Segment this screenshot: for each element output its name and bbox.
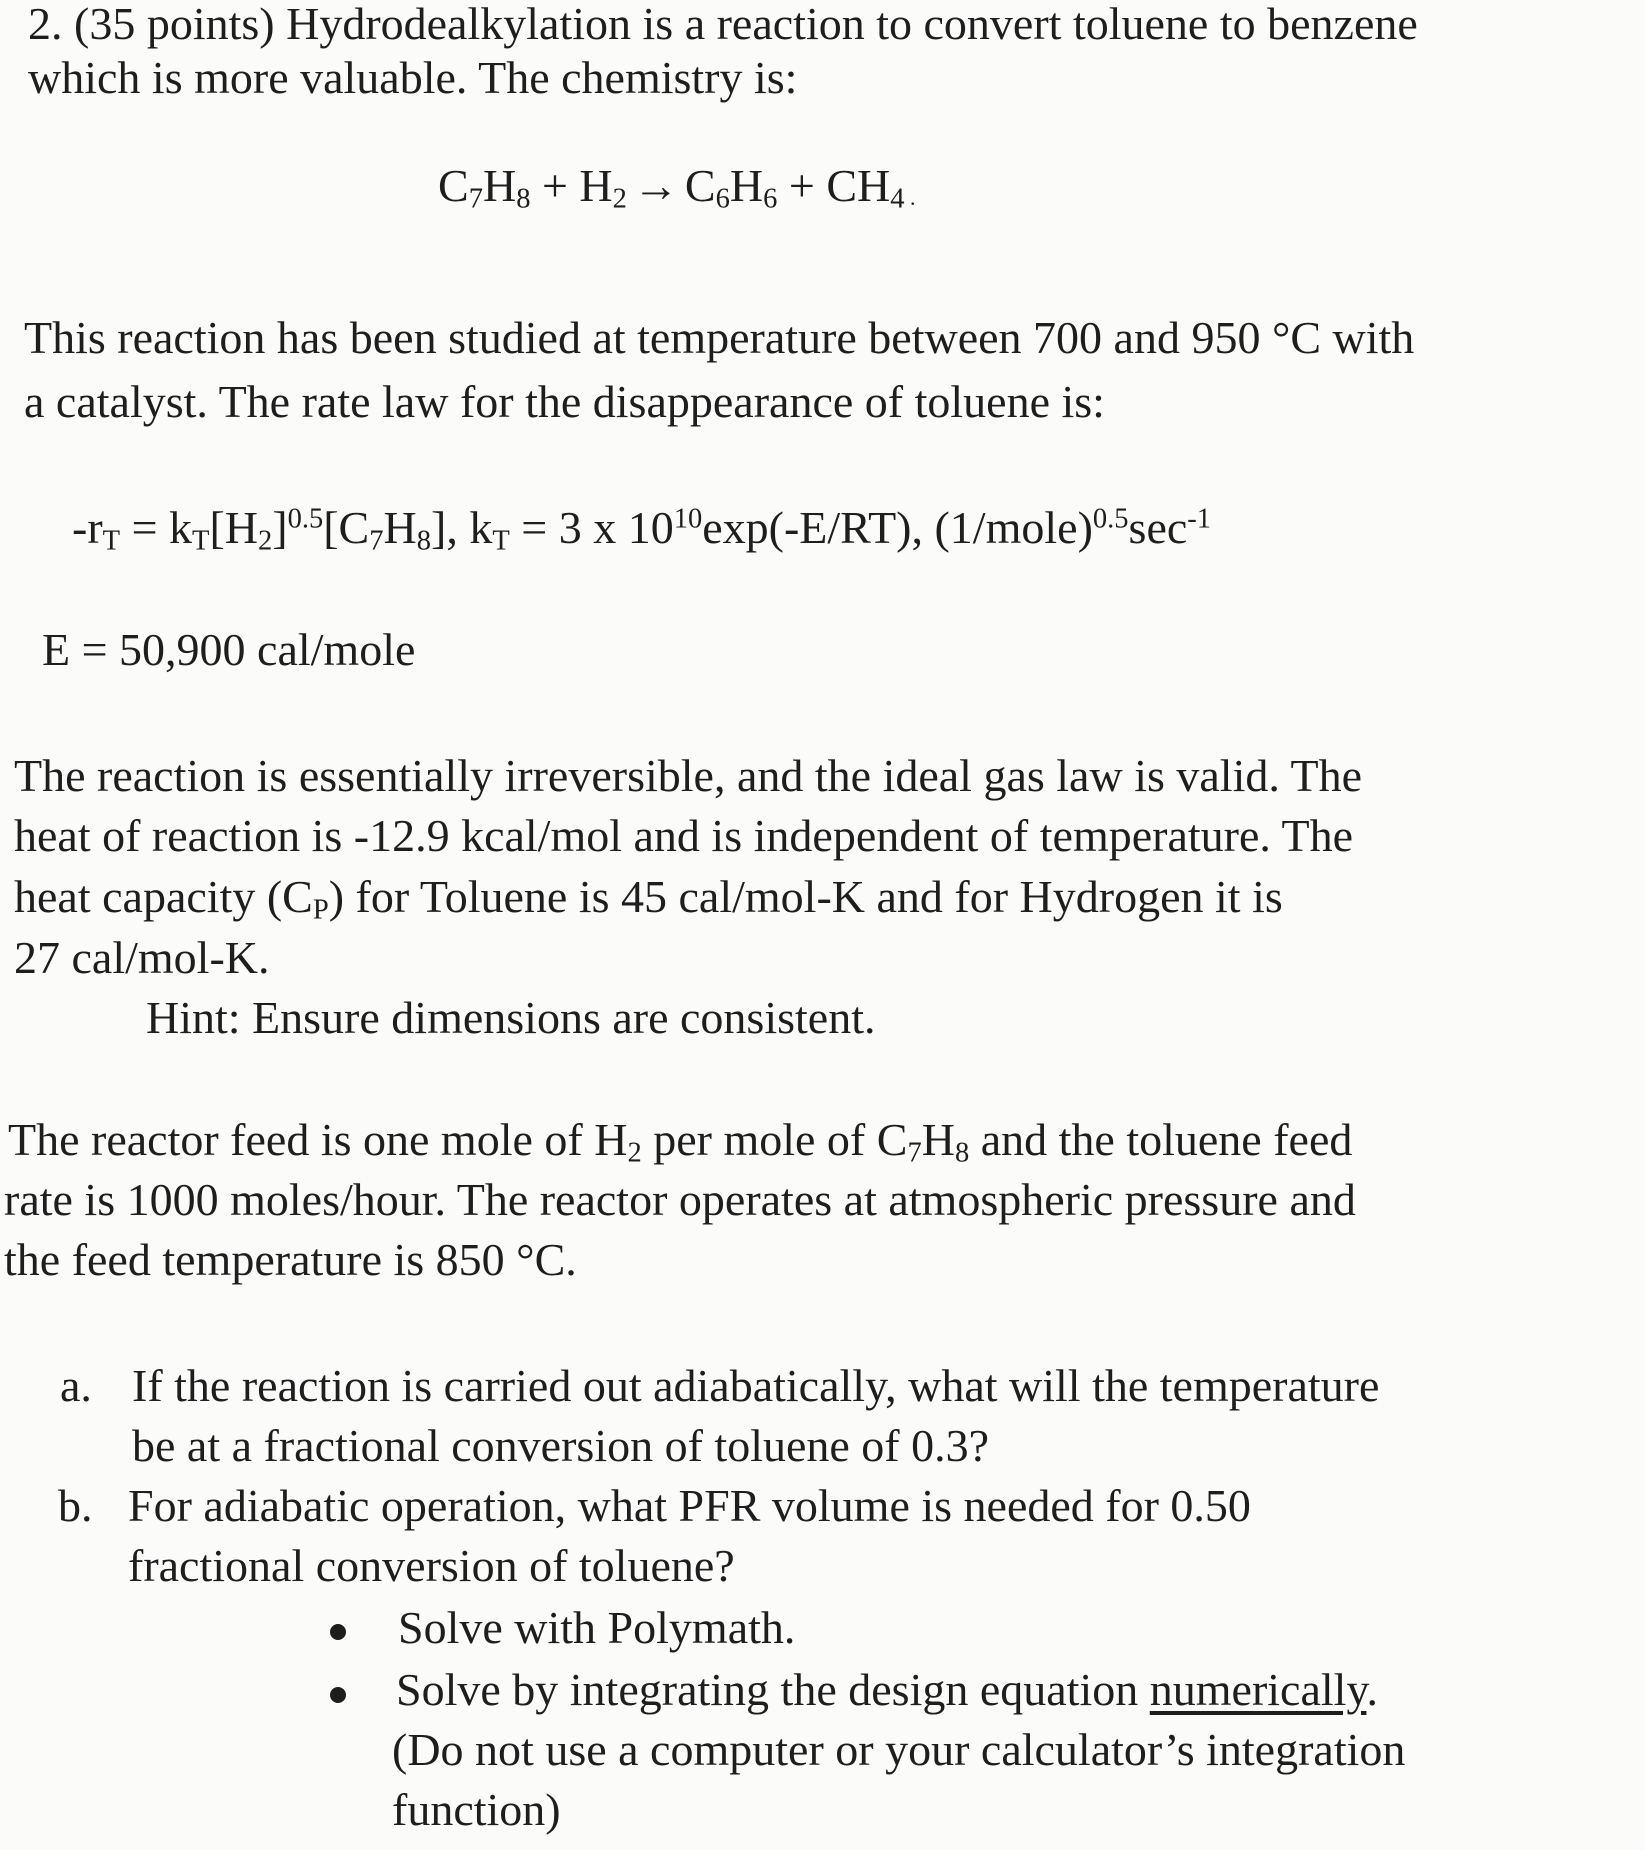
numerically-underlined: numerically: [1149, 1664, 1367, 1715]
feed-line-1: The reactor feed is one mole of $H_2$ per mole of $C_7H_8$ and the toluene feed: [8, 1114, 1353, 1169]
question-a-line-1: If the reaction is carried out adiabatically, what will the temperature: [132, 1360, 1380, 1411]
reaction-equation: $C_7H_8 + H_2 \to C_6H_6 + CH_4$ .: [438, 160, 916, 215]
bullet-icon: [330, 1624, 346, 1640]
bullet-item-2-line-2: (Do not use a computer or your calculator’s integration: [392, 1724, 1406, 1775]
activation-energy: E = 50,900 cal/mole: [42, 624, 416, 675]
paragraph-line-4: 27 cal/mol-K.: [14, 932, 270, 983]
studied-line-1: This reaction has been studied at temperature between 700 and 950 °C with: [24, 312, 1415, 363]
bullet-item-1: Solve with Polymath.: [398, 1602, 796, 1653]
question-b-line-2: fractional conversion of toluene?: [128, 1540, 735, 1591]
paragraph-line-3: heat capacity $(C_P)$ for Toluene is 45 cal/mol-K and for Hydrogen it is: [14, 871, 1283, 926]
question-a-line-2: be at a fractional conversion of toluene of 0.3?: [132, 1420, 990, 1471]
question-b-line-1: For adiabatic operation, what PFR volume is needed for 0.50: [128, 1480, 1251, 1531]
feed-line-2: rate is 1000 moles/hour. The reactor operates at atmospheric pressure and: [4, 1174, 1356, 1225]
bullet-item-2-line-1: Solve by integrating the design equation numerically.: [396, 1664, 1378, 1715]
question-a-label: a.: [60, 1360, 92, 1411]
studied-line-2: a catalyst. The rate law for the disappearance of toluene is:: [24, 376, 1105, 427]
feed-line-3: the feed temperature is 850 °C.: [4, 1234, 577, 1285]
question-b-label: b.: [58, 1480, 93, 1531]
problem-header-line-1: 2. (35 points) Hydrodealkylation is a reaction to convert toluene to benzene: [28, 0, 1418, 49]
problem-header-line-2: which is more valuable. The chemistry is:: [28, 52, 798, 103]
rate-law-equation: $-r_T = k_T[H_2]^{0.5}[C_7H_8]$, $k_T = 3$ x $10^{10}\exp(-E/RT)$, $(1/mole)^{0.5}\sec^{-1}$: [72, 502, 1212, 557]
bullet-item-2-line-3: function): [392, 1784, 561, 1835]
paragraph-line-1: The reaction is essentially irreversible, and the ideal gas law is valid. The: [14, 750, 1363, 801]
bullet-icon: [330, 1687, 346, 1703]
paragraph-line-2: heat of reaction is -12.9 kcal/mol and is independent of temperature. The: [14, 810, 1354, 861]
reaction-arrow-icon: →: [632, 160, 679, 211]
hint-line: Hint: Ensure dimensions are consistent.: [146, 992, 876, 1043]
